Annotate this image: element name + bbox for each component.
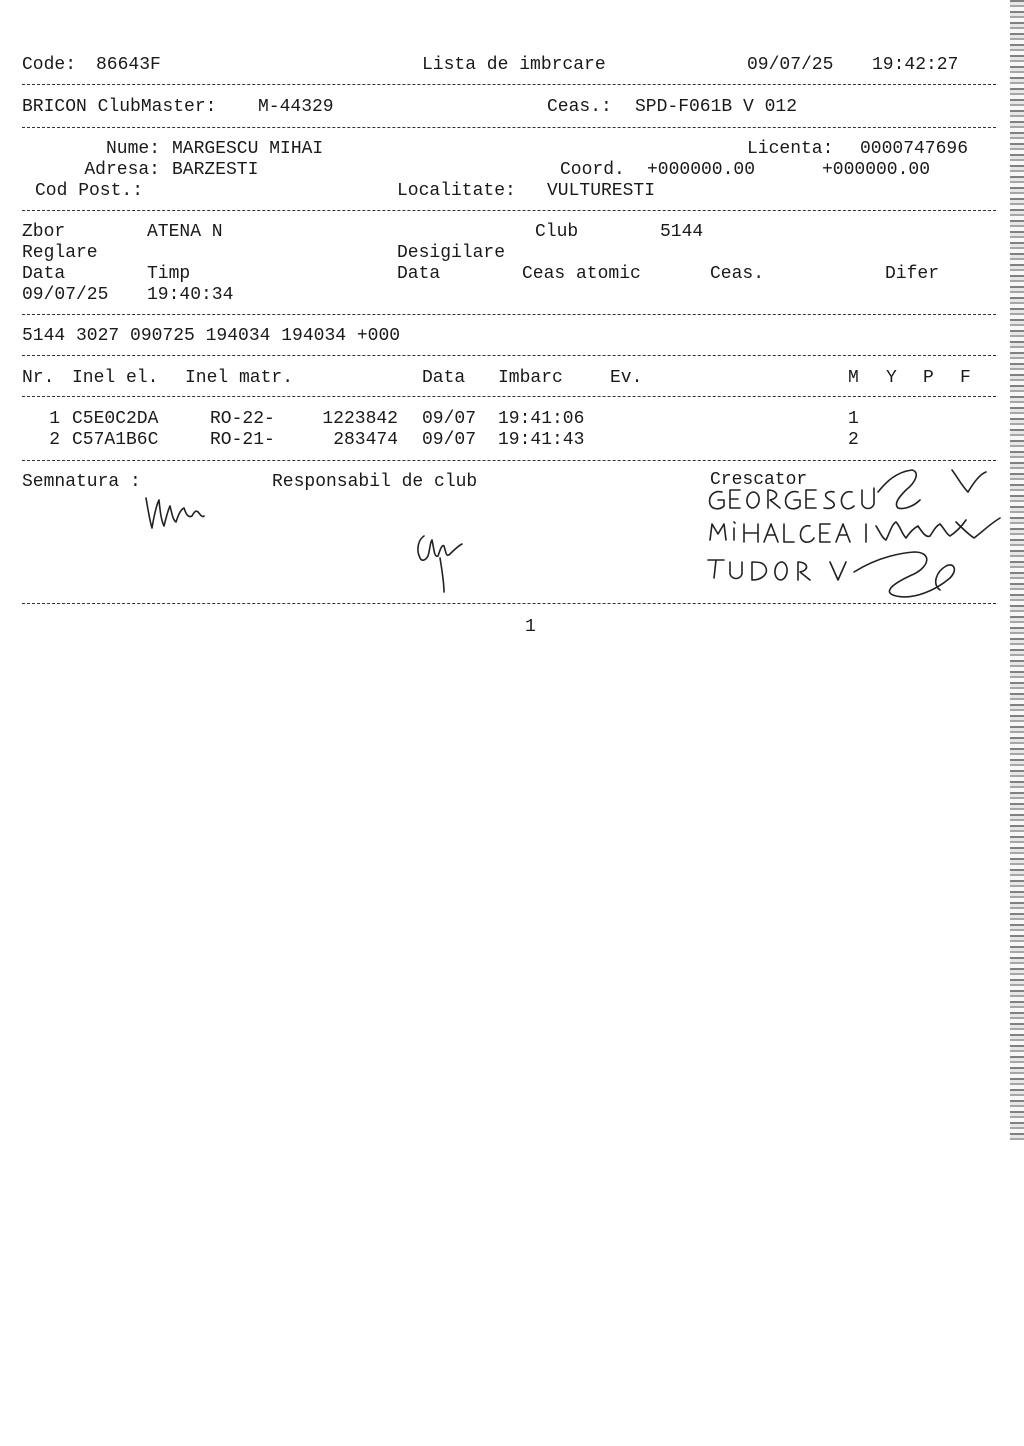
fancier-signature (140, 492, 210, 534)
unseal-date-label: Data (397, 264, 441, 284)
diff-label: Difer (885, 264, 940, 284)
coord-y: +000000.00 (822, 160, 931, 180)
club-label: Club (535, 222, 579, 242)
locality-value: VULTURESTI (547, 181, 656, 201)
row-time: 19:41:43 (498, 430, 585, 450)
row-inel-el: C5E0C2DA (72, 409, 159, 429)
divider (22, 603, 996, 604)
col-inel-matr: Inel matr. (185, 368, 294, 388)
license-value: 0000747696 (860, 139, 969, 159)
clock-code-line: 5144 3027 090725 194034 194034 +000 (22, 326, 401, 346)
code-value: 86643F (96, 55, 161, 75)
setting-label: Reglare (22, 243, 98, 263)
row-time: 19:41:06 (498, 409, 585, 429)
col-data: Data (422, 368, 466, 388)
code-label: Code: (22, 55, 77, 75)
col-nr: Nr. (22, 368, 55, 388)
setting-date: 09/07/25 (22, 285, 109, 305)
divider (22, 355, 996, 356)
atomic-clock-label: Ceas atomic (522, 264, 641, 284)
row-nr: 1 (49, 409, 60, 429)
address-label: Adresa: (84, 160, 160, 180)
postcode-label: Cod Post.: (35, 181, 144, 201)
page-number: 1 (525, 617, 536, 637)
breeder-handwritten-names (700, 462, 1010, 600)
col-ev: Ev. (610, 368, 643, 388)
document-title: Lista de imbrcare (422, 55, 606, 75)
clock-label: Ceas.: (547, 97, 612, 117)
clock-value: SPD-F061B V 012 (635, 97, 798, 117)
flight-label: Zbor (22, 222, 66, 242)
license-label: Licenta: (747, 139, 834, 159)
row-date: 09/07 (422, 409, 477, 429)
col-y: Y (886, 368, 897, 388)
print-time: 19:42:27 (872, 55, 959, 75)
setting-time: 19:40:34 (147, 285, 234, 305)
setting-time-label: Timp (147, 264, 191, 284)
row-ring-prefix: RO-22- (210, 409, 275, 429)
row-ring-prefix: RO-21- (210, 430, 275, 450)
col-imbarc: Imbarc (498, 368, 563, 388)
divider (22, 460, 996, 461)
club-value: 5144 (660, 222, 704, 242)
product-id: M-44329 (258, 97, 334, 117)
locality-label: Localitate: (397, 181, 516, 201)
signature-label: Semnatura : (22, 472, 141, 492)
name-label: Nume: (105, 139, 160, 159)
row-inel-el: C57A1B6C (72, 430, 159, 450)
row-date: 09/07 (422, 430, 477, 450)
clock-col-label: Ceas. (710, 264, 765, 284)
setting-date-label: Data (22, 264, 66, 284)
divider (22, 210, 996, 211)
divider (22, 127, 996, 128)
flight-name: ATENA N (147, 222, 223, 242)
row-nr: 2 (49, 430, 60, 450)
product-label: BRICON ClubMaster: (22, 97, 217, 117)
divider (22, 314, 996, 315)
club-responsible-signature (410, 530, 470, 596)
coord-label: Coord. (560, 160, 625, 180)
scan-edge-artifact (1010, 0, 1024, 1140)
row-m: 2 (848, 430, 859, 450)
club-responsible-label: Responsabil de club (272, 472, 478, 492)
print-date: 09/07/25 (747, 55, 834, 75)
col-inel-el: Inel el. (72, 368, 159, 388)
divider (22, 396, 996, 397)
unseal-label: Desigilare (397, 243, 506, 263)
col-f: F (960, 368, 971, 388)
row-ring-number: 1223842 (322, 409, 398, 429)
row-m: 1 (848, 409, 859, 429)
address-value: BARZESTI (172, 160, 259, 180)
col-p: P (923, 368, 934, 388)
breeder-label: Crescator (710, 470, 808, 490)
row-ring-number: 283474 (333, 430, 398, 450)
col-m: M (848, 368, 859, 388)
coord-x: +000000.00 (647, 160, 756, 180)
divider (22, 84, 996, 85)
fancier-name: MARGESCU MIHAI (172, 139, 324, 159)
